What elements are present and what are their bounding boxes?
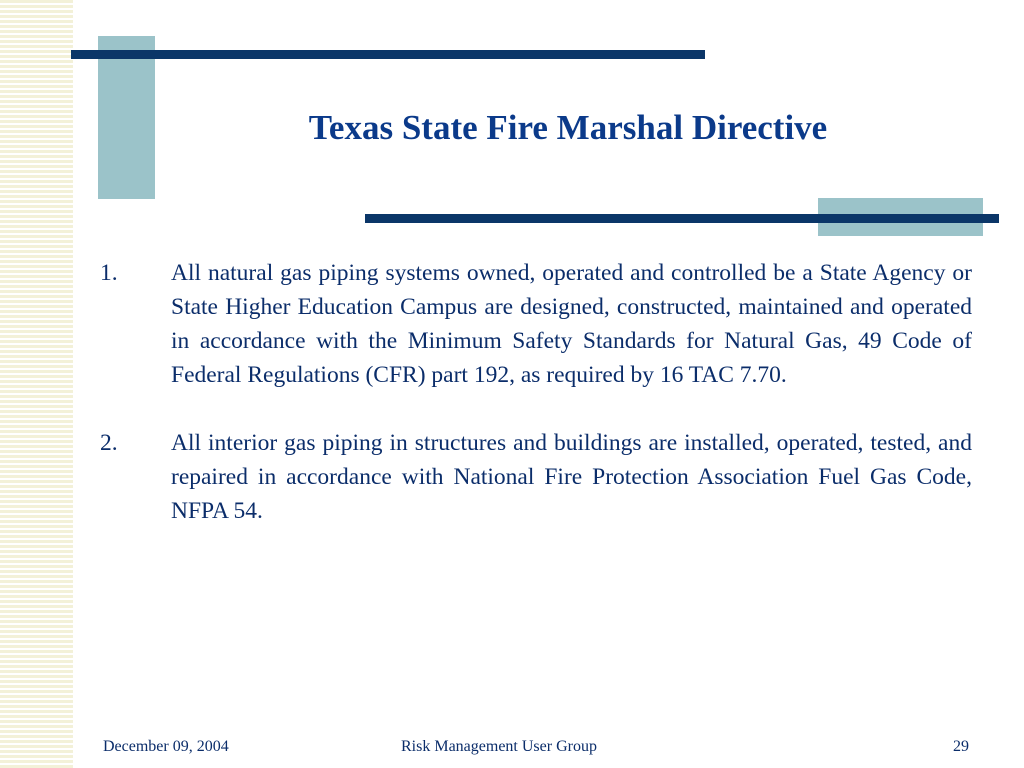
list-item — [100, 256, 972, 392]
slide-body — [100, 256, 972, 562]
list-item-text: All natural gas piping systems owned, operated and controlled be a State Agency or State Higher Education Campus are designed, constructed, maintained and operated in accordance with the Minimum Safety Standards for Natural Gas, 49 Code of Federal Regulations (CFR) part 192, as required by 16 TAC 7.70. — [171, 260, 972, 388]
list-item-number: 2. — [100, 430, 118, 456]
list-item-text: All interior gas piping in structures and buildings are installed, operated, tested, and repaired in accordance with National Fire Protection Association Fuel Gas Code, NFPA 54. — [171, 430, 972, 524]
footer-date: December 09, 2004 — [103, 738, 229, 755]
decorative-navy-bar-right — [365, 214, 999, 223]
decorative-teal-block-top — [98, 36, 155, 199]
footer-page-number: 29 — [953, 738, 969, 755]
list-item — [100, 426, 972, 528]
decorative-navy-bar-top — [71, 50, 705, 59]
decorative-stripes — [0, 0, 73, 768]
footer-presentation-title: Risk Management User Group — [401, 738, 597, 755]
slide-title: Texas State Fire Marshal Directive — [308, 108, 828, 147]
list-item-number: 1. — [100, 260, 118, 286]
